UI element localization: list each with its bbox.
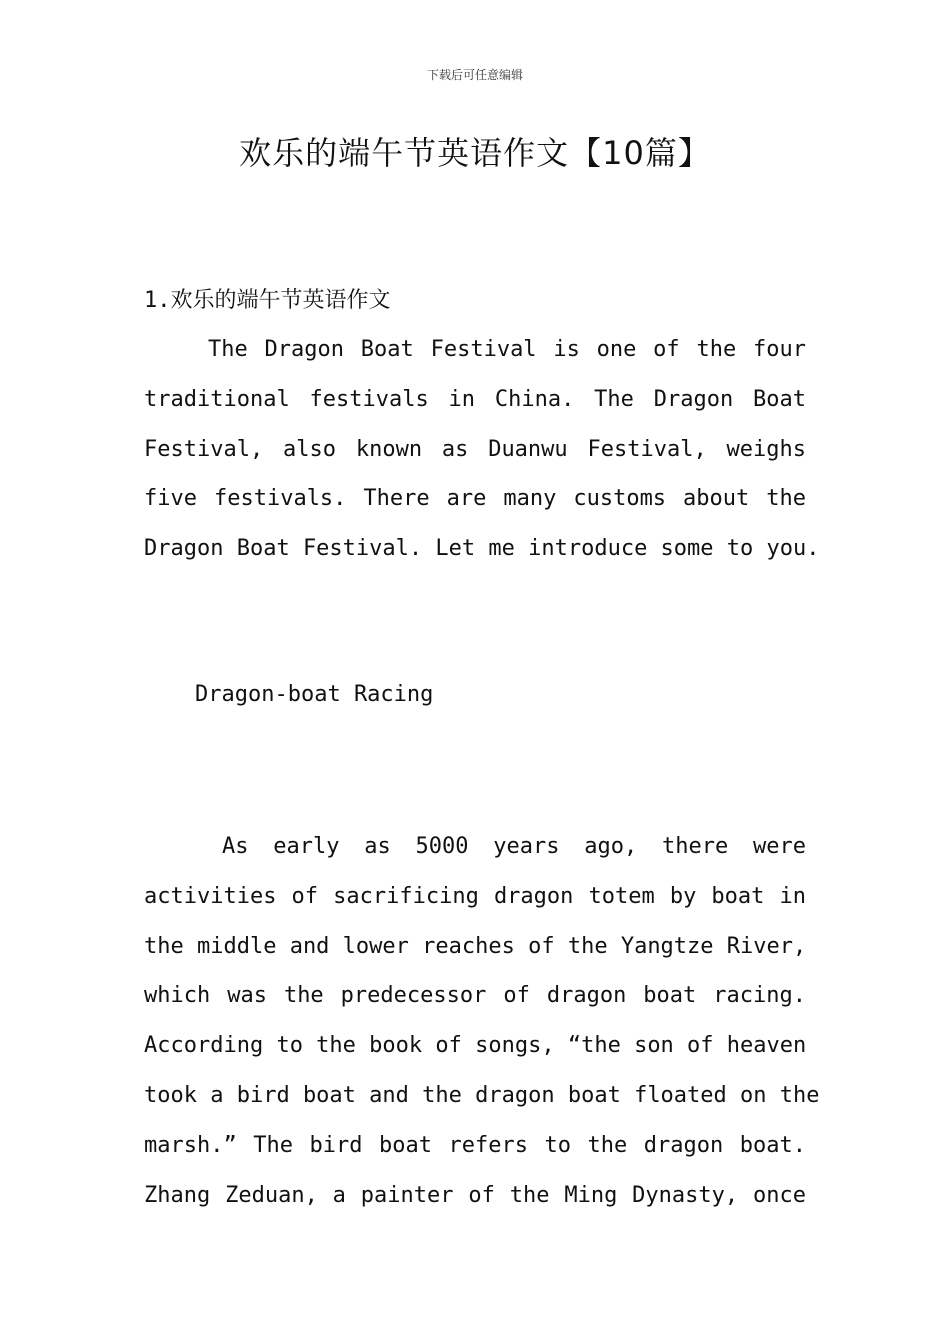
paragraph-intro [144, 325, 820, 574]
paragraph-line: five festivals. There are many customs about the [144, 486, 806, 512]
paragraph-line: which was the predecessor of dragon boat racing. [144, 983, 806, 1009]
paragraph-line: Festival, also known as Duanwu Festival, weighs [144, 436, 806, 462]
header-note: 下载后可任意编辑 [426, 68, 523, 82]
paragraph-dragon-boat-racing [144, 822, 820, 1220]
paragraph-line: The Dragon Boat Festival is one of the four [208, 337, 806, 362]
paragraph-line: Dragon Boat Festival. Let me introduce some to you. [144, 536, 820, 562]
paragraph-line: According to the book of songs, “the son of heaven [144, 1033, 807, 1059]
paragraph-line: activities of sacrificing dragon totem by boat in [144, 883, 806, 909]
section-heading: 1.欢乐的端午节英语作文 [144, 288, 391, 313]
paragraph-line: the middle and lower reaches of the Yangtze River, [144, 933, 807, 959]
subheading-dragon-boat-racing: Dragon-boat Racing [195, 682, 434, 707]
paragraph-line: Zhang Zeduan, a painter of the Ming Dynasty, once [144, 1182, 806, 1208]
paragraph-line: As early as 5000 years ago, there were [222, 834, 806, 859]
paragraph-line: took a bird boat and the dragon boat floated on the [144, 1082, 820, 1108]
paragraph-line: marsh.” The bird boat refers to the dragon boat. [144, 1132, 806, 1158]
paragraph-line: traditional festivals in China. The Dragon Boat [144, 386, 806, 412]
document-title: 欢乐的端午节英语作文【10篇】 [239, 134, 711, 172]
